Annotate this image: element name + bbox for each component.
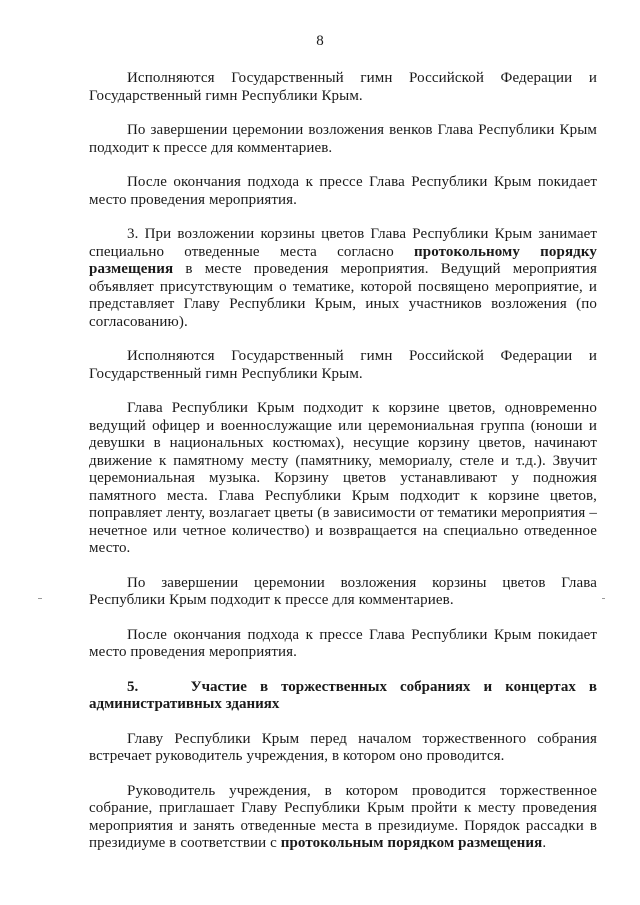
scan-mark-right (602, 598, 605, 599)
paragraph-text: в месте проведения мероприятия. Ведущий мероприятия объявляет присутствующим о тематике, которой посвящено мероприятие, и представляет Главу Республики Крым, иных участников возложения (по согласованию). (89, 261, 597, 330)
section-heading (89, 679, 597, 714)
paragraph-anthem-1: Исполняются Государственный гимн Российской Федерации и Государственный гимн Республики Крым. (89, 70, 597, 104)
paragraph-leave-2: После окончания подхода к прессе Глава Республики Крым покидает место проведения мероприятия. (89, 626, 597, 660)
document-body (89, 70, 597, 870)
scan-mark-left (38, 598, 42, 599)
paragraph-leave-1: После окончания подхода к прессе Глава Республики Крым покидает место проведения мероприятия. (89, 174, 597, 208)
bold-term: протокольному порядку размещения (89, 243, 597, 277)
paragraph-text: 3. При возложении корзины цветов Глава Республики Крым занимает специально отведенные места согласно (89, 226, 597, 260)
paragraph-meeting-greeting: Главу Республики Крым перед началом торжественного собрания встречает руководитель учреждения, в котором оно проводится. (89, 730, 597, 764)
paragraph-press-1: По завершении церемонии возложения венков Глава Республики Крым подходит к прессе для комментариев. (89, 122, 597, 156)
paragraph-basket-placement (89, 226, 597, 331)
section-number: 5. (127, 678, 139, 695)
paragraph-text: . (542, 835, 547, 851)
paragraph-text: Руководитель учреждения, в котором проводится торжественное собрание, приглашает Главу Республики Крым пройти к месту проведения мероприятия и занять отведенные места в президиуме. Порядок рассадки в президиуме в соответствии с (89, 782, 597, 851)
paragraph-basket-procedure: Глава Республики Крым подходит к корзине цветов, одновременно ведущий офицер и военнослужащие или церемониальная группа (юноши и девушки в национальных костюмах), несущие корзину цветов, начинают движение к памятному месту (памятнику, мемориалу, стеле и т.д.). Звучит церемониальная музыка. Корзину цветов устанавливают у подножия памятного места. Глава Республики Крым подходит к корзине цветов, поправляет ленту, возлагает цветы (в зависимости от тематики мероприятия – нечетное или четное количество) и возвращается на специально отведенное место. (89, 400, 597, 556)
paragraph-meeting-seating (89, 783, 597, 853)
paragraph-press-2: По завершении церемонии возложения корзины цветов Глава Республики Крым подходит к прессе для комментариев. (89, 574, 597, 608)
bold-term: протокольным порядком размещения (280, 835, 543, 851)
paragraph-anthem-2: Исполняются Государственный гимн Российской Федерации и Государственный гимн Республики Крым. (89, 348, 597, 382)
page-number: 8 (316, 33, 324, 49)
section-title: Участие в торжественных собраниях и концертах в административных зданиях (89, 678, 598, 712)
